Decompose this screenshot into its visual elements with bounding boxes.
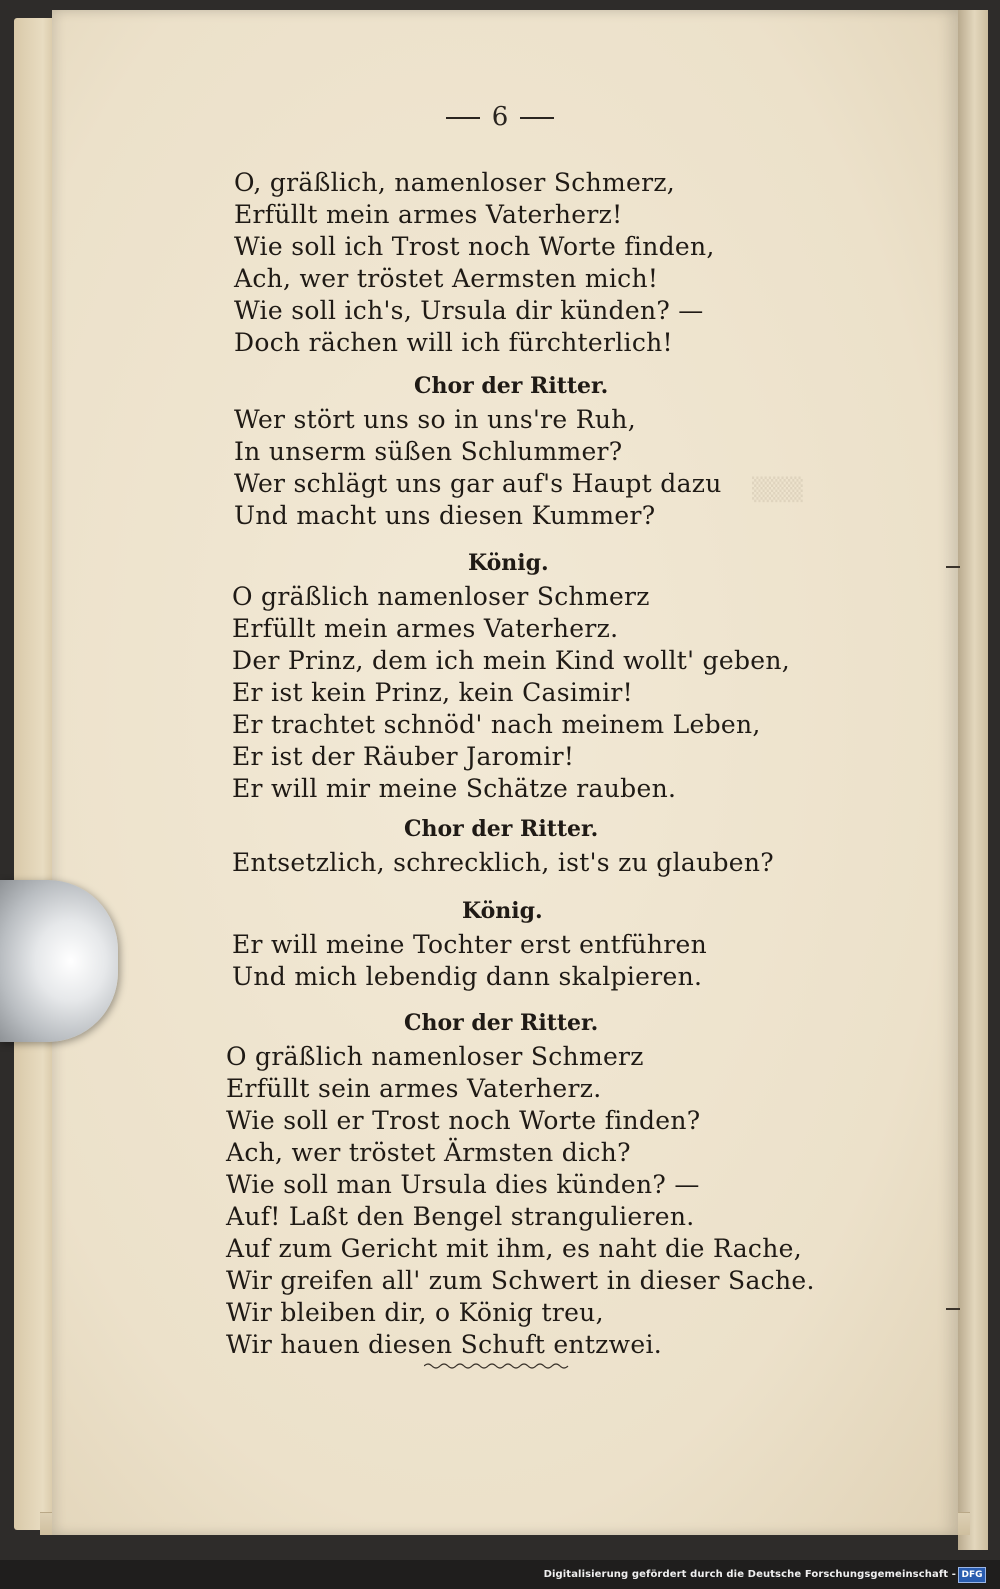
speaker-heading: König. <box>468 550 549 576</box>
verse-line: Wir greifen all' zum Schwert in dieser Sache. <box>226 1266 815 1295</box>
edge-mark <box>946 566 960 568</box>
verse-line: Er will meine Tochter erst entführen <box>232 930 708 959</box>
verse-line: Wie soll er Trost noch Worte finden? <box>226 1106 701 1135</box>
verse-line: Wir bleiben dir, o König treu, <box>226 1298 604 1327</box>
verse-line: Wir hauen diesen Schuft entzwei. <box>226 1330 662 1359</box>
speaker-heading: Chor der Ritter. <box>404 1010 599 1036</box>
verse-line: Er trachtet schnöd' nach meinem Leben, <box>232 710 761 739</box>
page-clip <box>0 880 118 1042</box>
speaker-heading: Chor der Ritter. <box>414 373 609 399</box>
verse-line: Erfüllt sein armes Vaterherz. <box>226 1074 602 1103</box>
verse-line: Doch rächen will ich fürchterlich! <box>234 328 673 357</box>
verse-line: Entsetzlich, schrecklich, ist's zu glauben? <box>232 848 774 877</box>
verse-line: Wie soll ich Trost noch Worte finden, <box>234 232 715 261</box>
wavy-divider <box>424 1362 572 1370</box>
verse-line: Und macht uns diesen Kummer? <box>234 501 656 530</box>
verse-line: Der Prinz, dem ich mein Kind wollt' geben, <box>232 646 790 675</box>
verse-line: Und mich lebendig dann skalpieren. <box>232 962 703 991</box>
verse-line: Erfüllt mein armes Vaterherz! <box>234 200 623 229</box>
verse-line: Ach, wer tröstet Aermsten mich! <box>234 264 659 293</box>
edge-mark <box>946 1308 960 1310</box>
verse-line: Er ist kein Prinz, kein Casimir! <box>232 678 634 707</box>
verse-line: Wer schlägt uns gar auf's Haupt dazu <box>234 469 722 498</box>
digitization-credit: Digitalisierung gefördert durch die Deutsche Forschungsgemeinschaft - <box>543 1569 956 1580</box>
next-page-edge <box>958 10 988 1550</box>
speaker-heading: Chor der Ritter. <box>404 816 599 842</box>
verse-line: O gräßlich namenloser Schmerz <box>232 582 650 611</box>
verse-line: Erfüllt mein armes Vaterherz. <box>232 614 619 643</box>
verse-line: In unserm süßen Schlummer? <box>234 437 623 466</box>
verse-line: O, gräßlich, namenloser Schmerz, <box>234 168 676 197</box>
verse-line: Ach, wer tröstet Ärmsten dich? <box>226 1138 631 1167</box>
verse-line: Auf! Laßt den Bengel strangulieren. <box>226 1202 695 1231</box>
show-through-text: ▒▒▒ <box>752 478 803 503</box>
dfg-logo-icon: DFG <box>958 1567 986 1583</box>
verse-line: Wie soll man Ursula dies künden? — <box>226 1170 700 1199</box>
verse-line: Er will mir meine Schätze rauben. <box>232 774 677 803</box>
speaker-heading: König. <box>462 898 543 924</box>
page-number: 6 <box>0 102 1000 132</box>
verse-line: Er ist der Räuber Jaromir! <box>232 742 575 771</box>
verse-line: Wer stört uns so in uns're Ruh, <box>234 405 636 434</box>
verse-line: Auf zum Gericht mit ihm, es naht die Rache, <box>226 1234 802 1263</box>
verse-line: Wie soll ich's, Ursula dir künden? — <box>234 296 704 325</box>
verse-line: O gräßlich namenloser Schmerz <box>226 1042 644 1071</box>
